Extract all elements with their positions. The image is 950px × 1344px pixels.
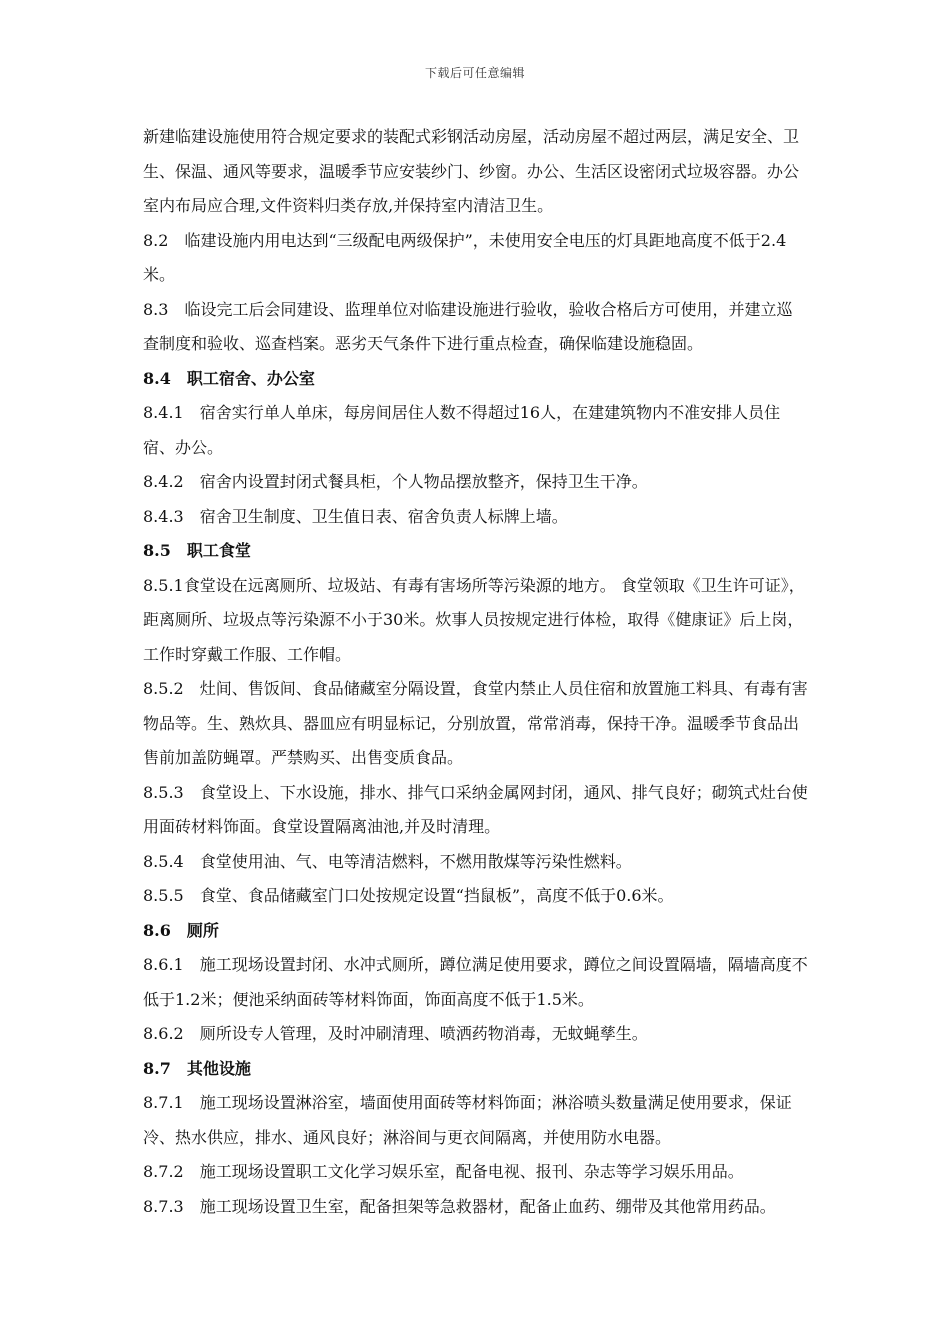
- section-heading-8-4: 8.4 职工宿舍、办公室: [143, 368, 315, 388]
- paragraph-8-2: 8.2 临建设施内用电达到“三级配电两级保护”，未使用安全电压的灯具距地高度不低于2.4米。: [143, 230, 787, 284]
- section-heading-8-7: 8.7 其他设施: [143, 1058, 251, 1078]
- paragraph-8-4-3: 8.4.3 宿舍卫生制度、卫生值日表、宿舍负责人标牌上墙。: [143, 506, 568, 526]
- document-body: [143, 120, 808, 1224]
- paragraph-8-6-2: 8.6.2 厕所设专人管理，及时冲刷清理、喷洒药物消毒，无蚊蝇孳生。: [143, 1024, 648, 1043]
- section-heading-8-5: 8.5 职工食堂: [143, 541, 251, 560]
- paragraph-8-7-2: 8.7.2 施工现场设置职工文化学习娱乐室，配备电视、报刊、杂志等学习娱乐用品。: [143, 1162, 744, 1181]
- paragraph-intro: 新建临建设施使用符合规定要求的装配式彩钢活动房屋，活动房屋不超过两层，满足安全、卫生、保温、通风等要求，温暖季节应安装纱门、纱窗。办公、生活区设密闭式垃圾容器。办公室内布局应合理,文件资料归类存放,并保持室内清洁卫生。: [143, 127, 800, 215]
- paragraph-8-5-2: 8.5.2 灶间、售饭间、食品储藏室分隔设置，食堂内禁止人员住宿和放置施工料具、有毒有害物品等。生、熟炊具、器皿应有明显标记，分别放置，常常消毒，保持干净。温暖季节食品出售前加盖防蝇罩。严禁购买、出售变质食品。: [143, 679, 808, 767]
- paragraph-8-3: 8.3 临设完工后会同建设、监理单位对临建设施进行验收，验收合格后方可使用，并建立巡查制度和验收、巡查档案。恶劣天气条件下进行重点检查，确保临建设施稳固。: [143, 299, 793, 353]
- paragraph-8-6-1: 8.6.1 施工现场设置封闭、水冲式厕所，蹲位满足使用要求，蹲位之间设置隔墙，隔墙高度不低于1.2米；便池采纳面砖等材料饰面，饰面高度不低于1.5米。: [143, 955, 808, 1009]
- page-header: 下载后可任意编辑: [424, 66, 525, 80]
- paragraph-8-5-1: 8.5.1食堂设在远离厕所、垃圾站、有毒有害场所等污染源的地方。 食堂领取《卫生许可证》，距离厕所、垃圾点等污染源不小于30米。炊事人员按规定进行体检，取得《健康证》后上岗，工作时穿戴工作服、工作帽。: [143, 575, 805, 664]
- paragraph-8-5-4: 8.5.4 食堂使用油、气、电等清洁燃料，不燃用散煤等污染性燃料。: [143, 851, 632, 871]
- paragraph-8-5-3: 8.5.3 食堂设上、下水设施，排水、排气口采纳金属网封闭，通风、排气良好；砌筑式灶台使用面砖材料饰面。食堂设置隔离油池,并及时清理。: [143, 782, 808, 836]
- paragraph-8-7-3: 8.7.3 施工现场设置卫生室，配备担架等急救器材，配备止血药、绷带及其他常用药品。: [143, 1196, 776, 1216]
- section-heading-8-6: 8.6 厕所: [143, 920, 219, 940]
- paragraph-8-4-2: 8.4.2 宿舍内设置封闭式餐具柜，个人物品摆放整齐，保持卫生干净。: [143, 472, 648, 491]
- paragraph-8-5-5: 8.5.5 食堂、食品储藏室门口处按规定设置“挡鼠板”，高度不低于0.6米。: [143, 886, 674, 905]
- paragraph-8-4-1: 8.4.1 宿舍实行单人单床，每房间居住人数不得超过16人，在建建筑物内不准安排人员住宿、办公。: [143, 403, 781, 457]
- paragraph-8-7-1: 8.7.1 施工现场设置淋浴室，墙面使用面砖等材料饰面；淋浴喷头数量满足使用要求，保证冷、热水供应，排水、通风良好；淋浴间与更衣间隔离，并使用防水电器。: [143, 1093, 792, 1147]
